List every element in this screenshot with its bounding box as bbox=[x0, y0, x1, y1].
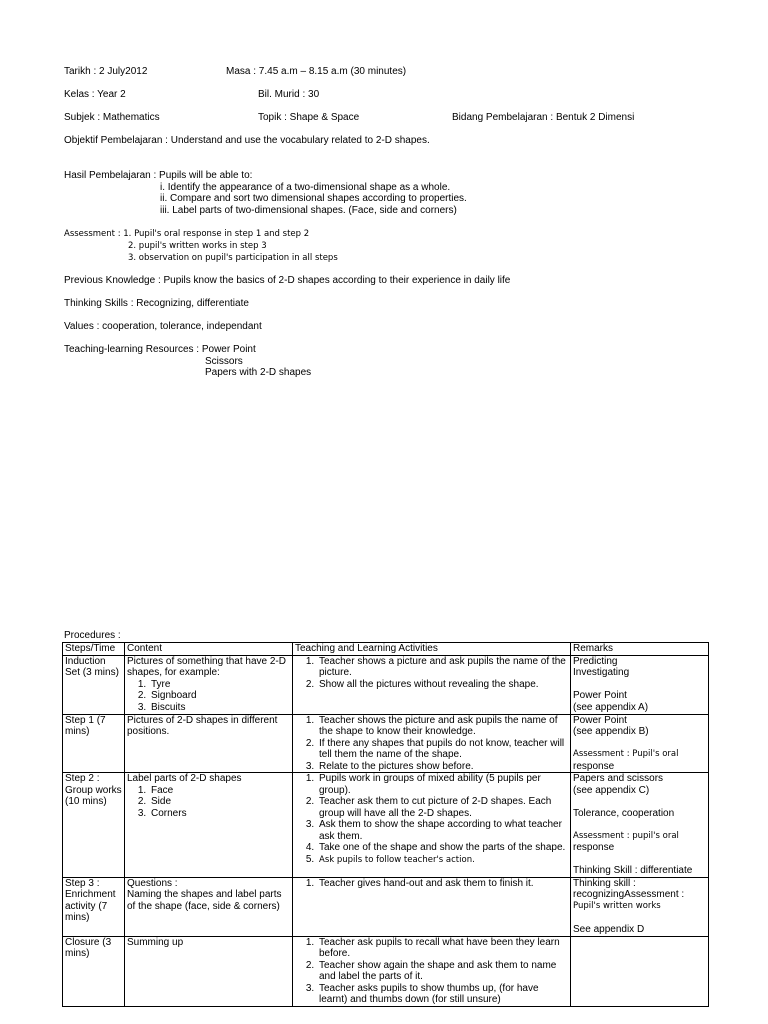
activity-item: 2. Show all the pictures without revealing the shape. bbox=[317, 679, 568, 691]
content-list-item: 3. Biscuits bbox=[149, 702, 290, 714]
bil-murid-text: Bil. Murid : 30 bbox=[258, 89, 320, 100]
content-cell: Label parts of 2-D shapes 1. Face 2. Side 3. Corners bbox=[125, 773, 293, 878]
activity-item: 3. Ask them to show the shape according to what teacher ask them. bbox=[317, 819, 568, 842]
objektif-text: Objektif Pembelajaran : Understand and use the vocabulary related to 2-D shapes. bbox=[64, 135, 430, 146]
resources-block bbox=[64, 344, 311, 379]
assessment-block bbox=[64, 228, 338, 264]
step-cell: Step 2 : Group works (10 mins) bbox=[63, 773, 125, 878]
activities-cell bbox=[293, 936, 571, 1006]
step-cell: Step 1 (7 mins) bbox=[63, 714, 125, 773]
activity-item: 1. Teacher shows a picture and ask pupils the name of the picture. bbox=[317, 656, 568, 679]
content-cell: Pictures of 2-D shapes in different positions. bbox=[125, 714, 293, 773]
content-list-item: 1. Tyre bbox=[149, 679, 290, 691]
step-cell: Step 3 : Enrichment activity (7 mins) bbox=[63, 877, 125, 936]
resource-item: Scissors bbox=[205, 355, 243, 367]
remarks-cell: Predicting Investigating Power Point (see appendix A) bbox=[571, 655, 709, 714]
activity-item: 1. Pupils work in groups of mixed ability (5 pupils per group). bbox=[317, 773, 568, 796]
hasil-pembelajaran bbox=[64, 170, 467, 216]
step-cell: Closure (3 mins) bbox=[63, 936, 125, 1006]
assessment-item: 3. observation on pupil's participation in all steps bbox=[128, 253, 338, 263]
activity-item: 4. Take one of the shape and show the parts of the shape. bbox=[317, 842, 568, 854]
hasil-intro: Hasil Pembelajaran : Pupils will be able to: bbox=[64, 170, 253, 181]
activities-cell bbox=[293, 773, 571, 878]
table-row bbox=[63, 877, 709, 936]
procedures-label: Procedures : bbox=[64, 630, 121, 641]
bidang-text: Bidang Pembelajaran : Bentuk 2 Dimensi bbox=[452, 112, 635, 123]
tarikh-text: Tarikh : 2 July2012 bbox=[64, 66, 148, 77]
values-text: Values : cooperation, tolerance, independant bbox=[64, 321, 262, 332]
kelas-text: Kelas : Year 2 bbox=[64, 89, 126, 100]
step-cell: Induction Set (3 mins) bbox=[63, 655, 125, 714]
header-steps: Steps/Time bbox=[63, 643, 125, 656]
remarks-cell bbox=[571, 936, 709, 1006]
table-row bbox=[63, 655, 709, 714]
content-cell: Summing up bbox=[125, 936, 293, 1006]
activity-item: 3. Teacher asks pupils to show thumbs up, (for have learnt) and thumbs down (for still unsure) bbox=[317, 983, 568, 1006]
activity-item: 2. Teacher ask them to cut picture of 2-D shapes. Each group will have all the 2-D shapes. bbox=[317, 796, 568, 819]
activity-item: 2. Teacher show again the shape and ask them to name and label the parts of it. bbox=[317, 960, 568, 983]
header-remarks: Remarks bbox=[571, 643, 709, 656]
subjek-text: Subjek : Mathematics bbox=[64, 112, 160, 123]
table-row bbox=[63, 936, 709, 1006]
table-header-row bbox=[63, 643, 709, 656]
activity-item: 1. Teacher ask pupils to recall what have been they learn before. bbox=[317, 937, 568, 960]
hasil-item: ii. Compare and sort two dimensional shapes according to properties. bbox=[160, 193, 467, 204]
header-content: Content bbox=[125, 643, 293, 656]
activity-item: 2. If there any shapes that pupils do not know, teacher will tell them the name of the shape. bbox=[317, 738, 568, 761]
remarks-cell: Power Point (see appendix B) Assessment : Pupil's oral response bbox=[571, 714, 709, 773]
content-list-item: 2. Signboard bbox=[149, 690, 290, 702]
assessment-intro: Assessment : 1. Pupil's oral response in step 1 and step 2 bbox=[64, 229, 310, 239]
header-activities: Teaching and Learning Activities bbox=[293, 643, 571, 656]
topik-text: Topik : Shape & Space bbox=[258, 112, 360, 123]
resources-intro: Teaching-learning Resources : Power Point bbox=[64, 344, 256, 355]
hasil-item: i. Identify the appearance of a two-dimensional shape as a whole. bbox=[160, 181, 451, 193]
content-list-item: 2. Side bbox=[149, 796, 290, 808]
table-row bbox=[63, 714, 709, 773]
content-cell: Questions : Naming the shapes and label parts of the shape (face, side & corners) bbox=[125, 877, 293, 936]
activities-cell bbox=[293, 877, 571, 936]
table-row bbox=[63, 773, 709, 878]
hasil-item: iii. Label parts of two-dimensional shapes. (Face, side and corners) bbox=[160, 204, 457, 216]
masa-text: Masa : 7.45 a.m – 8.15 a.m (30 minutes) bbox=[226, 66, 407, 77]
activities-cell bbox=[293, 655, 571, 714]
activity-item: 1. Teacher gives hand-out and ask them to finish it. bbox=[317, 878, 568, 890]
activities-cell bbox=[293, 714, 571, 773]
content-cell: Pictures of something that have 2-D shapes, for example: 1. Tyre 2. Signboard 3. Biscuits bbox=[125, 655, 293, 714]
resource-item: Papers with 2-D shapes bbox=[205, 367, 312, 378]
thinking-skills-text: Thinking Skills : Recognizing, differentiate bbox=[64, 298, 249, 309]
previous-knowledge-text: Previous Knowledge : Pupils know the basics of 2-D shapes according to their experience in daily life bbox=[64, 275, 511, 286]
remarks-cell: Thinking skill : recognizingAssessment : Pupil's written works See appendix D bbox=[571, 877, 709, 936]
remarks-cell: Papers and scissors (see appendix C) Tolerance, cooperation Assessment : pupil's oral response Thinking Skill : differentiate bbox=[571, 773, 709, 878]
procedures-table bbox=[62, 642, 709, 1007]
content-list-item: 3. Corners bbox=[149, 808, 290, 820]
assessment-item: 2. pupil's written works in step 3 bbox=[128, 241, 267, 251]
activity-item: 5. Ask pupils to follow teacher's action. bbox=[317, 854, 568, 867]
content-list-item: 1. Face bbox=[149, 785, 290, 797]
activity-item: 1. Teacher shows the picture and ask pupils the name of the shape to know their knowledge. bbox=[317, 715, 568, 738]
activity-item: 3. Relate to the pictures show before. bbox=[317, 761, 568, 773]
